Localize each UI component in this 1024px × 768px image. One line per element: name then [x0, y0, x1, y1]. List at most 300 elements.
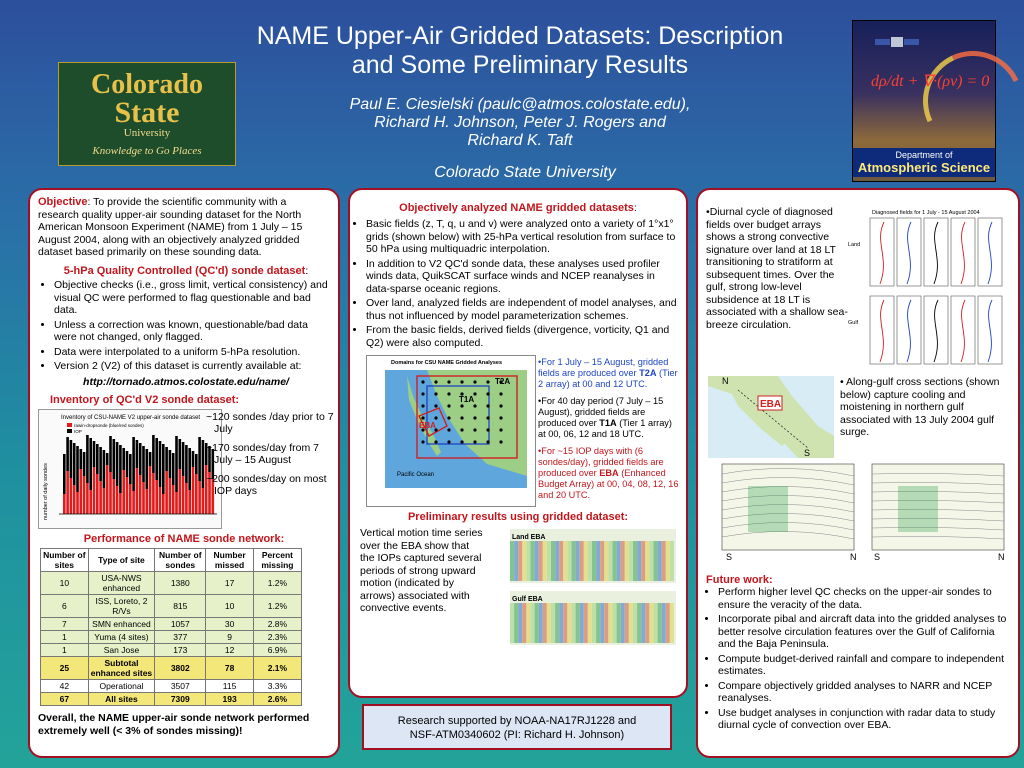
list-item: • Perform higher level QC checks on the upper-air sondes to ensure the veracity of the data.	[718, 586, 1010, 611]
ts-stripe	[567, 603, 571, 643]
table-header-cell: Number missed	[206, 548, 254, 571]
ts-stripe	[666, 541, 670, 581]
table-cell: 17	[206, 571, 254, 594]
inventory-bar-red	[129, 484, 132, 514]
inventory-bar	[192, 451, 195, 467]
table-cell: 173	[155, 643, 206, 656]
inventory-bar-red	[66, 471, 69, 514]
inventory-bar	[80, 449, 83, 469]
ts-stripe	[551, 603, 555, 643]
cross-section-figures	[698, 460, 1018, 572]
svg-text:N: N	[722, 376, 729, 386]
ts-stripe	[608, 603, 612, 643]
moisture-shading	[898, 486, 938, 532]
inventory-bar	[155, 438, 158, 480]
inventory-bar	[162, 444, 165, 494]
inventory-bar-red	[185, 483, 188, 514]
ts-stripe	[613, 603, 617, 643]
ts-stripe	[629, 541, 633, 581]
future-section	[698, 572, 1018, 732]
ts-stripe	[584, 603, 588, 643]
ts-stripe	[625, 541, 629, 581]
ts-stripe	[531, 541, 535, 581]
funding-box: Research supported by NOAA-NA17RJ1228 and NSF-ATM0340602 (PI: Richard H. Johnson)	[362, 704, 672, 750]
table-cell: 1.2%	[253, 571, 301, 594]
sonde-site-dot	[486, 392, 489, 395]
inventory-bar	[76, 446, 79, 492]
sonde-site-dot	[460, 440, 463, 443]
ts-stripe	[572, 603, 576, 643]
domain-map	[366, 355, 536, 507]
inventory-bar-red	[139, 475, 142, 514]
table-cell: 377	[155, 630, 206, 643]
list-item: • Incorporate pibal and aircraft data into the gridded analyses to better resolve circulation features over the Gulf of California and the Baja Peninsula.	[718, 613, 1010, 651]
ts-stripe	[654, 541, 658, 581]
ts-stripe	[572, 541, 576, 581]
results-text: Vertical motion time series over the EBA show that the IOPs captured several periods of strong upward motion (indicated by arrows) associated with convective events.	[360, 527, 483, 614]
inventory-bar-red	[126, 477, 129, 514]
results-section	[350, 523, 686, 663]
future-bullet-list	[706, 586, 1010, 732]
sonde-site-dot	[460, 416, 463, 419]
inventory-bar-red	[80, 469, 83, 514]
ts-stripe	[563, 603, 567, 643]
ts-stripe	[621, 541, 625, 581]
inventory-bar	[70, 440, 73, 478]
eba-map-label: EBA	[760, 399, 782, 410]
objective-label: Objective	[38, 196, 88, 208]
inventory-section	[30, 409, 338, 529]
inventory-bar	[182, 442, 185, 476]
table-cell: 6.9%	[253, 643, 301, 656]
inventory-bar-red	[175, 492, 178, 514]
future-heading: Future work:	[706, 574, 773, 586]
ts-stripe	[526, 603, 530, 643]
inventory-bar-red	[195, 474, 198, 514]
inventory-bar	[119, 445, 122, 493]
diurnal-cycle-figure	[848, 206, 1008, 372]
sonde-site-dot	[447, 392, 450, 395]
table-cell: 2.1%	[253, 656, 301, 679]
svg-text:rawin-dropsonde (blue/red sond: rawin-dropsonde (blue/red sondes)	[74, 422, 144, 428]
table-header-cell: Type of site	[88, 548, 155, 571]
ts-stripe	[637, 541, 641, 581]
inventory-bar	[179, 439, 182, 469]
inventory-bar	[198, 437, 201, 481]
list-item: ~200 sondes/day on most IOP days	[206, 472, 327, 497]
svg-text:EBA: EBA	[419, 421, 436, 430]
inventory-heading: Inventory of QC'd V2 sonde dataset:	[50, 394, 240, 406]
inventory-bar-red	[73, 485, 76, 514]
table-cell: SMN enhanced	[88, 617, 155, 630]
ts-stripe	[518, 603, 522, 643]
table-cell: ISS, Loreto, 2 R/Vs	[88, 594, 155, 617]
inventory-bullet-list	[206, 411, 340, 504]
vertical-motion-timeseries	[490, 527, 680, 657]
sonde-site-dot	[434, 380, 437, 383]
inventory-chart-title: Inventory of CSU-NAME V2 upper-air sonde dataset	[61, 414, 201, 421]
sonde-site-dot	[486, 416, 489, 419]
ts-stripe	[514, 603, 518, 643]
inventory-bar-red	[106, 465, 109, 514]
inventory-bar	[175, 436, 178, 492]
poster-title: NAME Upper-Air Gridded Datasets: Description and Some Preliminary Results	[256, 22, 784, 79]
sonde-site-dot	[447, 428, 450, 431]
domain-map-section	[350, 351, 686, 511]
table-cell: 78	[206, 656, 254, 679]
table-cell: 1	[41, 643, 89, 656]
ts-stripe	[567, 541, 571, 581]
table-cell: 10	[206, 594, 254, 617]
inventory-bar	[136, 440, 139, 468]
inventory-bar-red	[198, 481, 201, 514]
table-cell: 1057	[155, 617, 206, 630]
authors: Paul E. Ciesielski (paulc@atmos.colostate.edu), Richard H. Johnson, Peter J. Rogers and Richard K. Taft	[349, 96, 691, 149]
csu-logo: Colorado State University Knowledge to Go Places	[58, 62, 236, 166]
ts-stripe	[580, 603, 584, 643]
list-item: • Over land, analyzed fields are independent of model analyses, and thus not influenced by model parameterization schemes.	[366, 297, 680, 322]
table-cell: 67	[41, 692, 89, 705]
gulf-map-section	[698, 376, 1018, 460]
ts-stripe	[531, 603, 535, 643]
inventory-bar-red	[159, 487, 162, 514]
svg-text:IOP: IOP	[74, 428, 82, 434]
inventory-bar	[202, 440, 205, 488]
ts-stripe	[596, 541, 600, 581]
sonde-site-dot	[499, 428, 502, 431]
results-heading: Preliminary results using gridded dataset:	[407, 511, 629, 523]
diurnal-fig-title: Diagnosed fields for 1 July - 15 August 2004	[872, 210, 980, 216]
list-item: • Unless a correction was known, questionable/bad data were not changed, only flagged.	[54, 319, 330, 344]
table-cell: San Jose	[88, 643, 155, 656]
ts-stripe	[592, 603, 596, 643]
ts-stripe	[510, 603, 514, 643]
table-cell: 25	[41, 656, 89, 679]
table-cell: 2.8%	[253, 617, 301, 630]
gulf-map	[708, 376, 834, 458]
inventory-bar-red	[162, 494, 165, 514]
inventory-bar-red	[192, 467, 195, 514]
inventory-bar-red	[179, 469, 182, 514]
svg-text:S: S	[804, 448, 811, 458]
sonde-site-dot	[499, 392, 502, 395]
inventory-bar	[73, 443, 76, 485]
table-cell: 10	[41, 571, 89, 594]
table-cell: Yuma (4 sites)	[88, 630, 155, 643]
inventory-bar-red	[169, 478, 172, 514]
table-cell: 3507	[155, 679, 206, 692]
list-item: • Version 2 (V2) of this dataset is currently available at:	[54, 360, 330, 373]
table-row	[41, 692, 302, 705]
inventory-bar-red	[202, 488, 205, 514]
ts-stripe	[637, 603, 641, 643]
domain-map-title: Domains for CSU NAME Gridded Analyses	[391, 360, 503, 366]
inventory-bar-red	[93, 467, 96, 514]
ts-stripe	[592, 541, 596, 581]
ts-stripe	[539, 603, 543, 643]
table-row	[41, 679, 302, 692]
ts-stripe	[510, 541, 514, 581]
inventory-bar	[66, 437, 69, 471]
ts-stripe	[649, 541, 653, 581]
inventory-bar-red	[83, 476, 86, 514]
inventory-bar	[83, 452, 86, 476]
sonde-site-dot	[421, 404, 424, 407]
svg-text:T1A: T1A	[459, 395, 475, 404]
gulf-text: • Along-gulf cross sections (shown below) capture cooling and moistening in northern gulf associated with 13 July 2004 gulf surge.	[840, 376, 1000, 438]
ts-stripe	[604, 541, 608, 581]
inventory-bar	[142, 446, 145, 482]
table-row	[41, 630, 302, 643]
ts-stripe	[543, 603, 547, 643]
table-cell: 2.3%	[253, 630, 301, 643]
ts-stripe	[600, 603, 604, 643]
table-cell: 115	[206, 679, 254, 692]
inventory-bar	[129, 454, 132, 484]
sonde-site-dot	[434, 440, 437, 443]
objective-section	[30, 190, 338, 259]
inventory-bar-red	[96, 474, 99, 514]
inventory-bar	[195, 454, 198, 474]
svg-text:N: N	[850, 552, 857, 562]
performance-table-body	[41, 571, 302, 705]
sonde-site-dot	[421, 380, 424, 383]
performance-heading: Performance of NAME sonde network:	[83, 532, 285, 545]
table-cell: 1	[41, 630, 89, 643]
list-item: ~170 sondes/day from 7 July – 15 August	[206, 441, 319, 466]
ts-stripe	[629, 603, 633, 643]
inventory-bar-red	[76, 492, 79, 514]
sonde-site-dot	[486, 380, 489, 383]
list-item: • Compare objectively gridded analyses to NARR and NCEP reanalyses.	[718, 680, 1010, 705]
ts-stripe	[604, 603, 608, 643]
performance-table	[40, 548, 302, 706]
table-cell: All sites	[88, 692, 155, 705]
svg-text:Pacific Ocean: Pacific Ocean	[397, 472, 435, 478]
ts-stripe	[580, 541, 584, 581]
ts-stripe	[535, 541, 539, 581]
ts-stripe	[547, 603, 551, 643]
inventory-bar-red	[152, 473, 155, 514]
table-row	[41, 617, 302, 630]
table-cell: 2.6%	[253, 692, 301, 705]
qc-bullet-list	[42, 279, 330, 373]
inventory-bar-red	[109, 472, 112, 514]
ts-stripe	[514, 541, 518, 581]
table-header-cell: Number of sites	[41, 548, 89, 571]
conclusion-text: Overall, the NAME upper-air sonde network performed extremely well (< 3% of sondes missing)!	[38, 711, 310, 737]
inventory-bar	[139, 443, 142, 475]
table-cell: 1380	[155, 571, 206, 594]
list-item: • Use budget analyses in conjunction with radar data to study diurnal cycle of convection over EBA.	[718, 707, 1010, 732]
table-header-cell: Number of sondes	[155, 548, 206, 571]
table-cell: 6	[41, 594, 89, 617]
continuity-equation: dρ/dt + ∇·(ρv) = 0	[871, 73, 990, 90]
table-row	[41, 571, 302, 594]
inventory-bar-red	[132, 491, 135, 514]
inventory-bar	[109, 436, 112, 472]
inventory-bar-red	[113, 479, 116, 514]
sonde-site-dot	[486, 404, 489, 407]
ts-stripe	[526, 541, 530, 581]
gridded-heading: Objectively analyzed NAME gridded datasets	[399, 202, 634, 214]
atmospheric-science-logo	[852, 20, 996, 182]
sonde-site-dot	[473, 428, 476, 431]
inventory-bar-red	[188, 490, 191, 514]
qc-section: 5-hPa Quality Controlled (QC'd) sonde dataset: • Objective checks (i.e., gross limit, vertical consistency) and visual QC were performed to flag questionable and bad data. • Unless a correction was known, questionable/bad data were not changed, only flagged. • Data were interpolated to a uniform 5-hPa resolution. • Version 2 (V2) of this dataset is currently available at: http://tornado.atmos.colostate.edu/name/ Inventory of QC'd V2 sonde dataset:	[30, 259, 338, 407]
table-cell: 7309	[155, 692, 206, 705]
table-row	[41, 594, 302, 617]
sonde-site-dot	[434, 416, 437, 419]
ts-stripe	[522, 541, 526, 581]
diurnal-section	[698, 190, 1018, 376]
inventory-bar-red	[89, 490, 92, 514]
ts-stripe	[559, 541, 563, 581]
dataset-url[interactable]: http://tornado.atmos.colostate.edu/name/	[83, 375, 289, 388]
ts-stripe	[518, 541, 522, 581]
inventory-bar-red	[119, 493, 122, 514]
grid-note: •For ~15 IOP days with (6 sondes/day), gridded fields are produced over EBA (Enhanced Budget Array) at 00, 04, 08, 12, 16 and 20 UTC.	[538, 446, 679, 500]
ts-stripe	[662, 603, 666, 643]
sonde-site-dot	[499, 404, 502, 407]
diurnal-text: •Diurnal cycle of diagnosed fields over budget arrays shows a strong convective signature over land at 18 LT transitioning to stratiform at subsequent times. Over the gulf, strong low-level subsidence at 18 LT is associated with a shallow sea-breeze circulation.	[706, 206, 848, 331]
department-label: Department of Atmospheric Science	[853, 148, 995, 177]
affiliation: Colorado State University	[434, 164, 616, 181]
table-cell: USA-NWS enhanced	[88, 571, 155, 594]
table-cell: 9	[206, 630, 254, 643]
ts-stripe	[625, 603, 629, 643]
ts-stripe	[559, 603, 563, 643]
inventory-bar	[188, 448, 191, 490]
inventory-bars	[63, 435, 214, 514]
sonde-site-dot	[486, 440, 489, 443]
ts-stripe	[617, 541, 621, 581]
inventory-bar	[159, 441, 162, 487]
sonde-site-dot	[447, 440, 450, 443]
inventory-bar	[89, 438, 92, 490]
sonde-site-dot	[421, 416, 424, 419]
inventory-bar	[113, 439, 116, 479]
table-row	[41, 643, 302, 656]
sonde-site-dot	[421, 440, 424, 443]
inventory-bar	[165, 447, 168, 471]
qc-heading: 5-hPa Quality Controlled (QC'd) sonde dataset	[63, 264, 306, 277]
inventory-chart-ylabel: number of daily sondes	[43, 462, 49, 520]
ts-stripe	[645, 541, 649, 581]
table-cell: 815	[155, 594, 206, 617]
list-item: • Data were interpolated to a uniform 5-hPa resolution.	[54, 346, 330, 359]
inventory-bar-red	[116, 486, 119, 514]
list-item: • Objective checks (i.e., gross limit, vertical consistency) and visual QC were performed to flag questionable and bad data.	[54, 279, 330, 317]
ts-stripe	[608, 541, 612, 581]
table-cell: Operational	[88, 679, 155, 692]
ts-stripe	[535, 603, 539, 643]
table-header-cell: Percent missing	[253, 548, 301, 571]
ts-stripe	[658, 541, 662, 581]
inventory-bar	[185, 445, 188, 483]
inventory-bar-red	[142, 482, 145, 514]
inventory-bar-red	[165, 471, 168, 514]
ts-stripe	[617, 603, 621, 643]
inventory-bar-red	[149, 466, 152, 514]
inventory-bar	[152, 435, 155, 473]
inventory-bar	[93, 441, 96, 467]
sonde-site-dot	[447, 380, 450, 383]
inventory-bar	[99, 447, 102, 481]
ts-stripe	[555, 541, 559, 581]
table-cell: 30	[206, 617, 254, 630]
sonde-site-dot	[499, 440, 502, 443]
sonde-site-dot	[460, 404, 463, 407]
gridded-bullet-list	[350, 216, 686, 349]
ts-stripe	[588, 541, 592, 581]
sonde-site-dot	[447, 416, 450, 419]
svg-text:S: S	[726, 552, 733, 562]
inventory-bar	[116, 442, 119, 486]
inventory-bar	[169, 450, 172, 478]
ts-stripe	[645, 603, 649, 643]
inventory-bar	[146, 449, 149, 489]
performance-table-header	[41, 548, 302, 571]
ts-stripe	[633, 603, 637, 643]
ts-stripe	[522, 603, 526, 643]
sonde-site-dot	[460, 380, 463, 383]
ts-stripe	[641, 603, 645, 643]
inventory-bar	[86, 435, 89, 483]
inventory-bar	[63, 454, 66, 494]
objective-text: : To provide the scientific community with a research quality upper-air sounding dataset for the North American Monsoon Experiment (NAME) from 1 July – 15 August 2004, along with an objectively analyzed gridded dataset based primarily on these sounding data.	[38, 196, 303, 258]
sonde-site-dot	[421, 392, 424, 395]
list-item: ~120 sondes /day prior to 7 July	[206, 410, 334, 435]
satellite-icon	[873, 27, 923, 57]
inventory-bar-red	[63, 494, 66, 514]
sonde-site-dot	[473, 440, 476, 443]
svg-text:S: S	[874, 552, 881, 562]
ts-stripe	[662, 541, 666, 581]
ts-land-label: Land EBA	[512, 534, 546, 541]
list-item: • In addition to V2 QC'd sonde data, these analyses used profiler winds data, QuikSCAT surface winds and NCEP reanalyses in data-sparse oceanic regions.	[366, 258, 680, 296]
sonde-site-dot	[434, 404, 437, 407]
table-row	[41, 656, 302, 679]
sonde-site-dot	[473, 416, 476, 419]
ts-stripe	[600, 541, 604, 581]
inventory-bar	[122, 448, 125, 470]
inventory-bar	[106, 453, 109, 465]
ts-stripe	[666, 603, 670, 643]
inventory-bar-red	[136, 468, 139, 514]
svg-text:Gulf: Gulf	[848, 320, 859, 326]
inventory-bar	[132, 437, 135, 491]
sonde-site-dot	[447, 404, 450, 407]
inventory-bar-red	[122, 470, 125, 514]
ts-stripe	[584, 541, 588, 581]
table-cell: 3802	[155, 656, 206, 679]
inventory-bar-red	[182, 476, 185, 514]
ts-gulf-label: Gulf EBA	[512, 596, 543, 603]
table-cell: 42	[41, 679, 89, 692]
sonde-site-dot	[499, 416, 502, 419]
inventory-bar-red	[172, 485, 175, 514]
inventory-bar-red	[86, 483, 89, 514]
sonde-site-dot	[473, 404, 476, 407]
ts-stripe	[654, 603, 658, 643]
right-panel	[696, 188, 1020, 758]
ts-stripe	[576, 541, 580, 581]
table-cell: 7	[41, 617, 89, 630]
list-item: • Compute budget-derived rainfall and compare to independent estimates.	[718, 653, 1010, 678]
ts-stripe	[613, 541, 617, 581]
ts-stripe	[551, 541, 555, 581]
